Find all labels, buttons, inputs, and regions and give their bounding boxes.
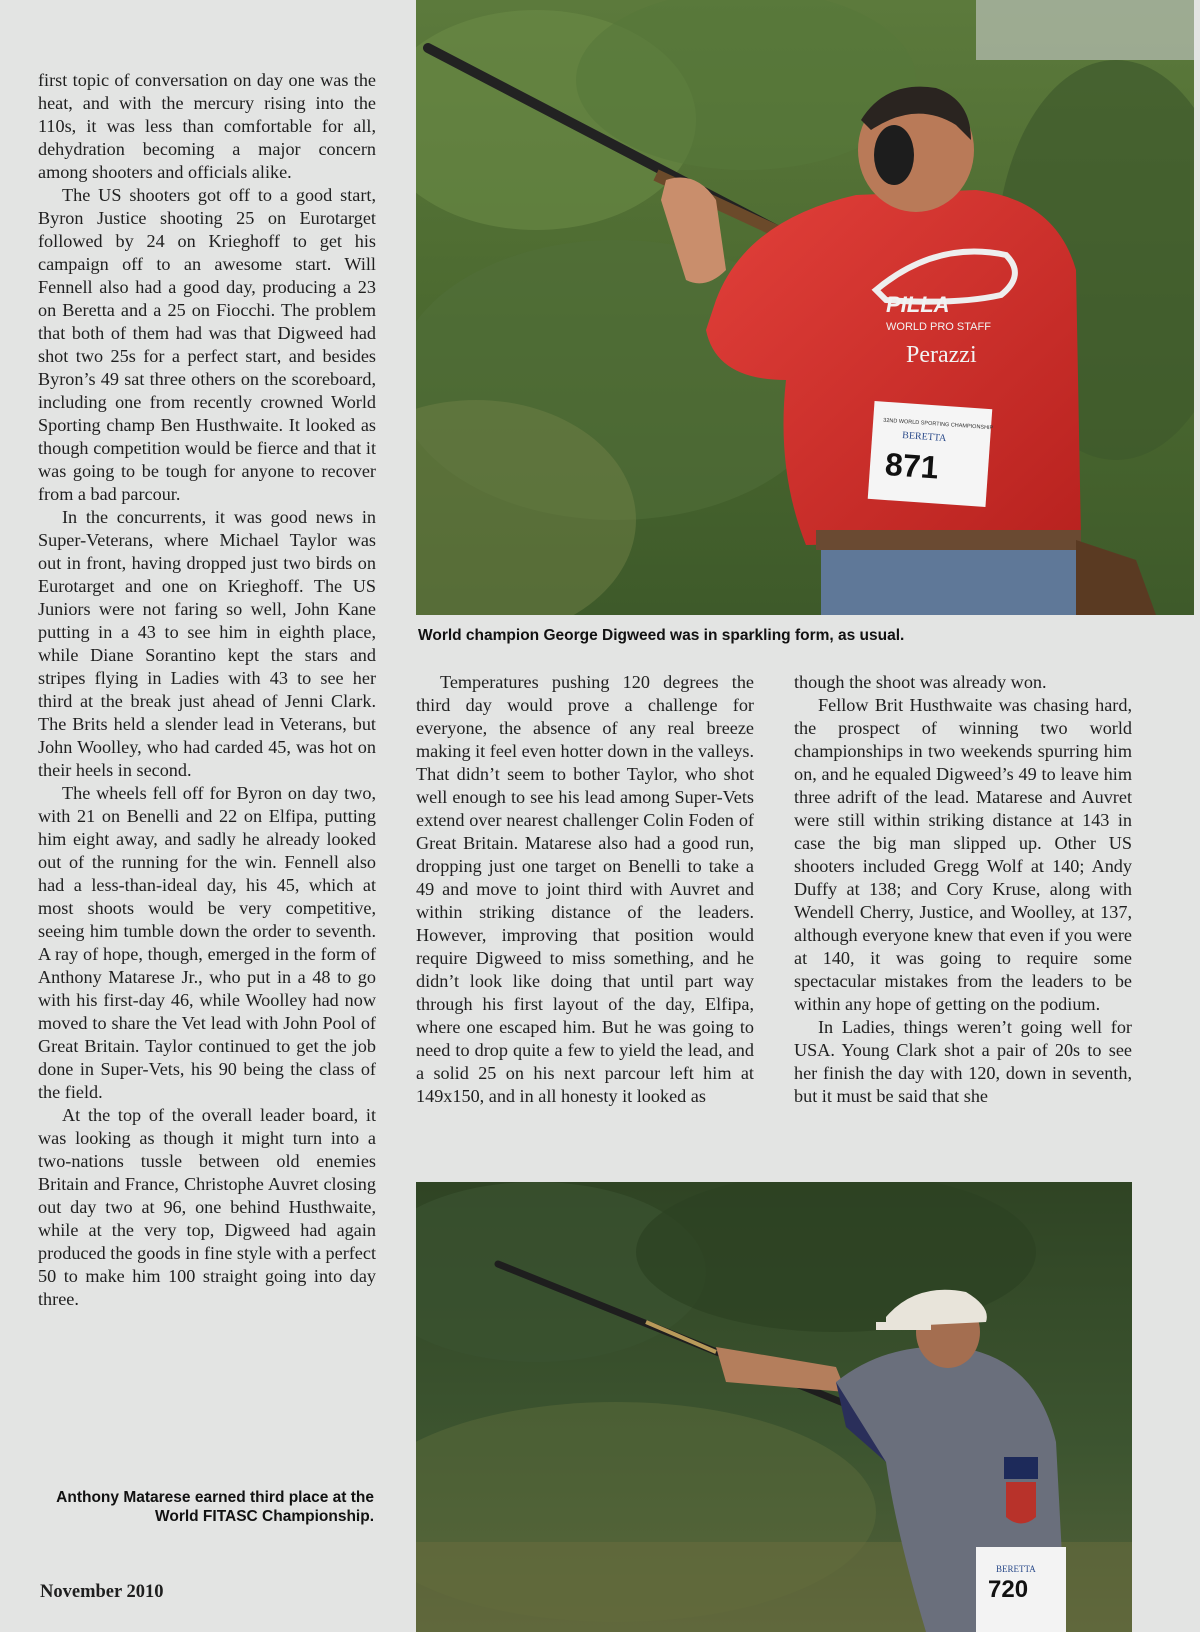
bib-sponsor-text: BERETTA [901, 430, 947, 445]
shirt-brand-text: PILLA [886, 292, 950, 317]
article-column-middle [416, 671, 754, 1108]
paragraph: The wheels fell off for Byron on day two, with 21 on Benelli and 22 on Elfipa, putting him eight away, and sadly he already looked out of the running for the win. Fennell also had a less-than-ideal day, his 45, which at most shoots would be very competitive, seeing him tumble down the order to seventh. A ray of hope, though, emerged in the form of Anthony Matarese Jr., who put in a 48 to go with his first-day 46, while Woolley had now moved to share the Vet lead with John Pool of Great Britain. Taylor continued to get the job done in Super-Vets, his 90 being the class of the field. [38, 783, 376, 1102]
photo-caption-bottom: Anthony Matarese earned third place at the World FITASC Championship. [56, 1489, 374, 1525]
bib-number-text: 871 [883, 445, 940, 486]
shirt-subtitle-text: WORLD PRO STAFF [886, 321, 991, 333]
paragraph: The US shooters got off to a good start, Byron Justice shooting 25 on Eurotarget followed by 24 on Krieghoff to get his campaign off to an awesome start. Will Fennell also had a good day, producing a 23 on Beretta and a 25 on Fiocchi. The problem that both of them had was that Digweed had shot two 25s for a perfect start, and besides Byron’s 49 sat three others on the scoreboard, including one from recently crowned World Sporting champ Ben Husthwaite. It looked as though competition would be fierce and that it was going to be tough for anyone to recover from a bad parcour. [38, 185, 376, 504]
paragraph: first topic of conversation on day one was the heat, and with the mercury rising into the 110s, it was less than comfortable for all, dehydration becoming a major concern among shooters and officials alike. [38, 70, 376, 182]
article-column-right [794, 671, 1132, 1108]
paragraph: In Ladies, things weren’t going well for USA. Young Clark shot a pair of 20s to see her finish the day with 120, down in seventh, but it must be said that she [794, 1017, 1132, 1106]
photo-shooter-digweed [416, 0, 1194, 615]
paragraph: At the top of the overall leader board, it was looking as though it might turn into a two-nations tussle between old enemies Britain and France, Christophe Auvret closing out day two at 96, one behind Husthwaite, while at the very top, Digweed had again produced the goods in fine style with a perfect 50 to make him 100 straight going into day three. [38, 1105, 376, 1309]
photo-shooter-matarese [416, 1182, 1132, 1632]
paragraph: Fellow Brit Husthwaite was chasing hard, the prospect of winning two world championships in two weekends spurring him on, and he equaled Digweed’s 49 to leave him three adrift of the lead. Matarese and Auvret were still within striking distance at 143 in case the big man slipped up. Other US shooters included Gregg Wolf at 140; Andy Duffy at 138; and Cory Kruse, along with Wendell Cherry, Justice, and Woolley, at 137, although everyone knew that even if you were at 140, it was going to require some spectacular mistakes from the leaders to be within any hope of getting on the podium. [794, 695, 1132, 1014]
photo-caption-top: World champion George Digweed was in sparkling form, as usual. [418, 627, 905, 644]
page-footer-date: November 2010 [40, 1582, 164, 1602]
bib-sponsor-text: BERETTA [996, 1564, 1036, 1574]
bib-number-text: 720 [988, 1576, 1029, 1603]
paragraph: In the concurrents, it was good news in Super-Veterans, where Michael Taylor was out in front, having dropped just two birds on Eurotarget and one on Krieghoff. The US Juniors were not faring so well, John Kane putting in a 43 to see him in eighth place, while Diane Sorantino kept the stars and stripes flying in Ladies with 43 to see her third at the break just ahead of Jenni Clark. The Brits held a slender lead in Veterans, but John Woolley, who had carded 45, was hot on their heels in second. [38, 507, 376, 780]
paragraph: though the shoot was already won. [794, 672, 1047, 692]
bib-event-text: 32ND WORLD SPORTING CHAMPIONSHIP [883, 417, 994, 432]
paragraph: Temperatures pushing 120 degrees the third day would prove a challenge for everyone, the absence of any real breeze making it feel even hotter down in the valleys. That didn’t seem to bother Taylor, who shot well enough to see his lead among Super-Vets extend over nearest challenger Colin Foden of Great Britain. Matarese also had a good run, dropping just one target on Benelli to take a 49 and move to joint third with Auvret and within striking distance of the leaders. However, improving that position would require Digweed to miss something, and he didn’t look like doing that until part way through his first layout of the day, Elfipa, where one escaped him. But he was going to need to drop quite a few to yield the lead, and a solid 25 on his next parcour left him at 149x150, and in all honesty it looked as [416, 672, 754, 1106]
shirt-sponsor-text: Perazzi [906, 342, 977, 368]
article-column-left [38, 69, 376, 1311]
